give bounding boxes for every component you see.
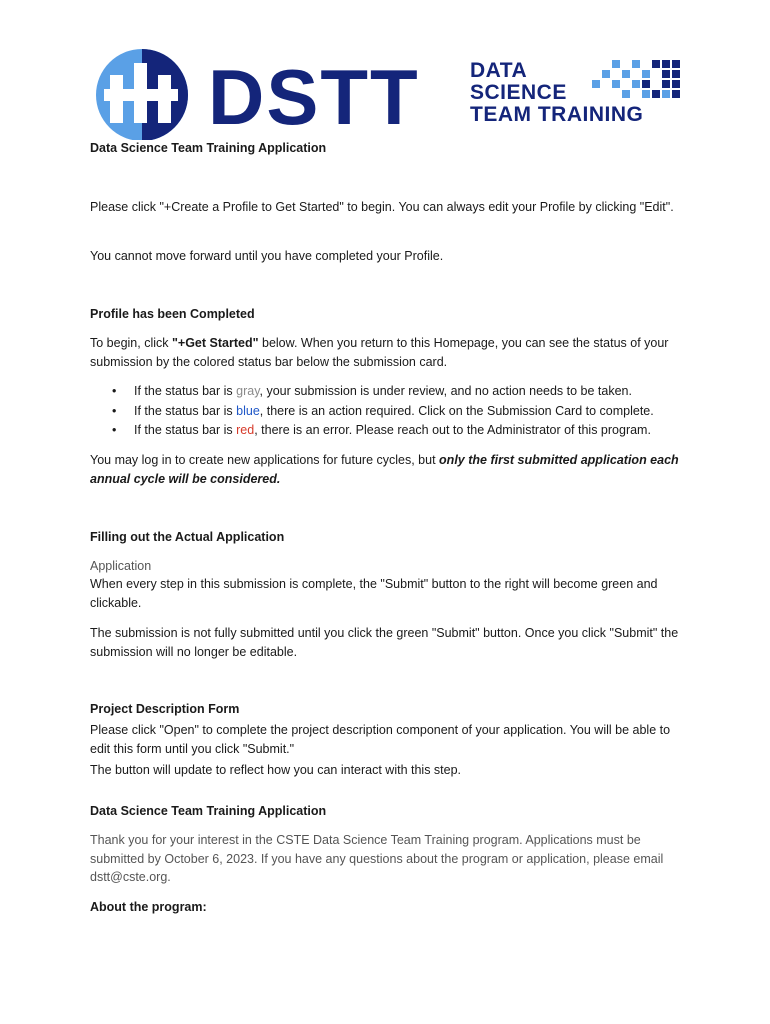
logo-wordmark: DSTT <box>208 53 420 141</box>
logo-line-data: DATA <box>470 59 528 82</box>
instructions-text-start: To begin, click <box>90 336 172 350</box>
section-heading-dstt-application: Data Science Team Training Application <box>90 804 327 818</box>
bullet-text: If the status bar is <box>134 403 237 418</box>
instructions-text-end: below. When you return to this Homepage, you can see the status of your submission by the colored status bar below the submission card. <box>90 336 669 369</box>
dstt-logo <box>90 40 682 140</box>
list-item <box>112 382 702 402</box>
submission-note: The submission is not fully submitted until you click the green "Submit" button. Once you click "Submit" the submission will no longer be editable. <box>90 626 679 659</box>
list-item <box>112 421 702 441</box>
bullet-text: , your submission is under review, and no action needs to be taken. <box>259 384 632 398</box>
bullet-text: If the status bar is <box>134 423 237 437</box>
bullet-text: , there is an error. Please reach out to the Administrator of this program. <box>254 423 651 437</box>
dstt-emblem-icon <box>90 45 198 140</box>
button-update-note: The button will update to reflect how you can interact with this step. <box>90 763 462 777</box>
logo-line-team-training: TEAM TRAINING <box>470 103 644 126</box>
gray-status-word: gray <box>236 384 260 398</box>
red-status-word: red <box>236 423 255 437</box>
future-cycles-note <box>90 451 690 488</box>
future-cycles-text: You may log in to create new applications for future cycles, but <box>90 453 440 467</box>
intro-paragraph-2: You cannot move forward until you have completed your Profile. <box>90 249 444 263</box>
bullet-icon: • <box>112 423 117 437</box>
logo-tagline <box>470 60 682 126</box>
bullet-text: If the status bar is <box>134 384 237 398</box>
pixel-grid-icon <box>590 60 682 104</box>
submit-button-paragraph: When every step in this submission is complete, the "Submit" button to the right will become green and clickable. <box>90 577 658 610</box>
section-heading-filling-application: Filling out the Actual Application <box>90 530 285 544</box>
section-heading-project-description: Project Description Form <box>90 702 240 716</box>
get-started-label: "+Get Started" <box>171 336 259 350</box>
document-title: Data Science Team Training Application <box>90 141 327 155</box>
status-bar-list <box>112 382 702 441</box>
bullet-text: , there is an action required. Click on the Submission Card to complete. <box>259 403 654 418</box>
section-heading-about-program: About the program: <box>90 900 207 914</box>
first-application-emphasis: only the first submitted application each annual cycle will be considered. <box>90 453 679 486</box>
bullet-icon: • <box>112 384 117 398</box>
blue-status-word: blue <box>236 403 260 418</box>
application-subheading: Application <box>90 559 152 573</box>
project-description-paragraph: Please click "Open" to complete the project description component of your application. You will be able to edit this form until you click "Submit." <box>90 723 671 756</box>
section-heading-profile-completed: Profile has been Completed <box>90 307 255 321</box>
intro-paragraph-1: Please click "+Create a Profile to Get Started" to begin. You can always edit your Profile by clicking "Edit". <box>90 200 674 214</box>
list-item <box>112 402 702 422</box>
program-deadline-paragraph: Thank you for your interest in the CSTE Data Science Team Training program. Applications must be submitted by October 6, 2023. If you have any questions about the program or application, please email dstt@cste.org. <box>90 833 664 884</box>
bullet-icon: • <box>112 403 117 418</box>
logo-line-science: SCIENCE <box>470 81 567 104</box>
profile-instructions <box>90 334 690 371</box>
